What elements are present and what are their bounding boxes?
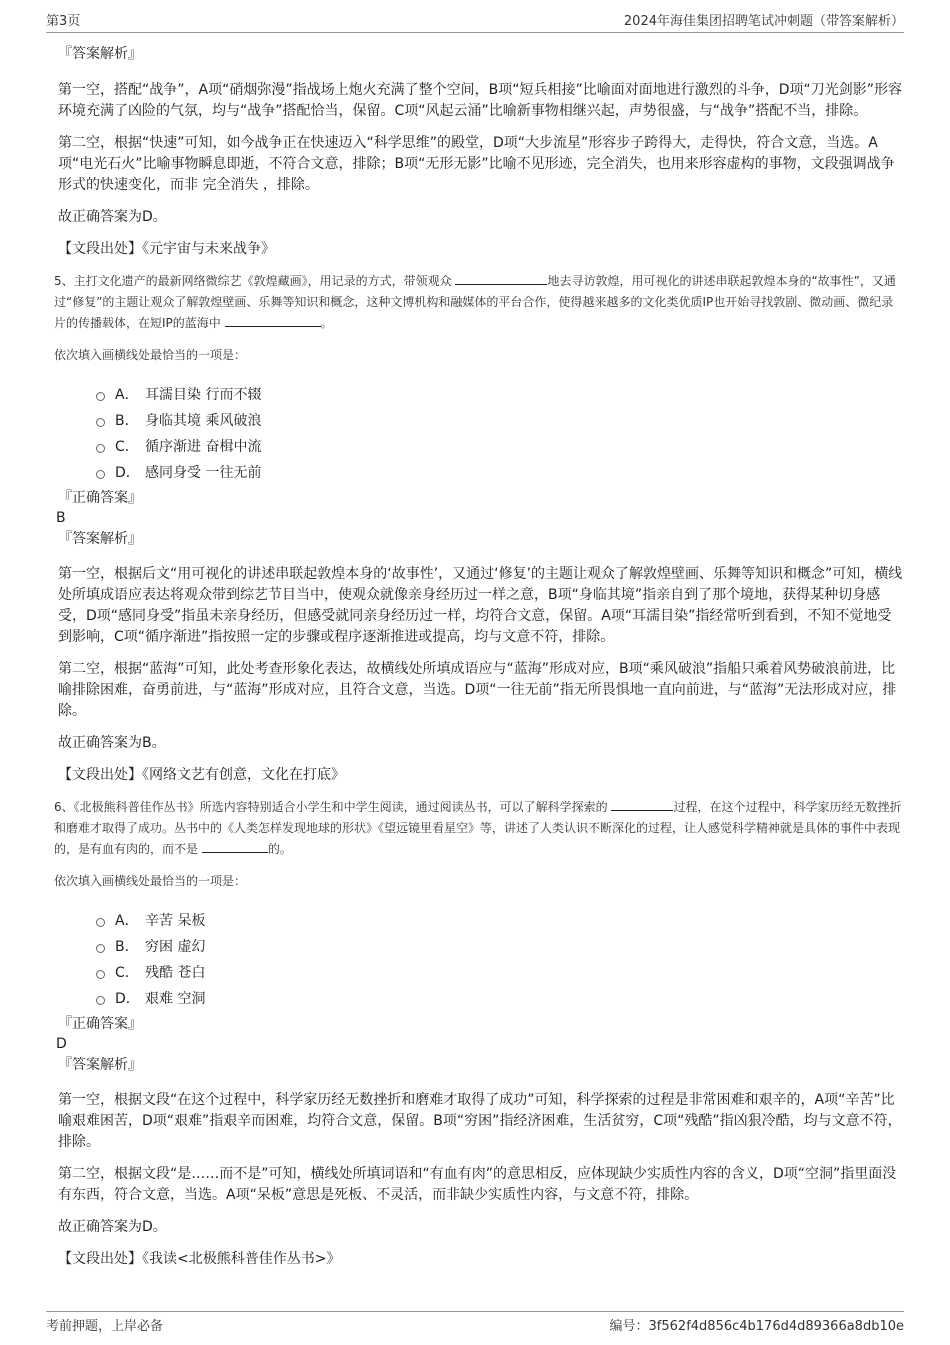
q6-options (58, 908, 904, 1012)
q6-analysis-p1: 第一空，根据文段“在这个过程中，科学家历经无数挫折和磨难才取得了成功”可知，科学探索的过程是非常困难和艰辛的，A项“辛苦”比喻艰难困苦，D项“艰难”指艰辛而困难，均符合文意，保留。B项“穷困”指经济困难，生活贫穷，C项“残酷”指凶狠冷酷，均与文意不符，排除。 (58, 1092, 902, 1150)
q5-analysis-label: 『答案解析』 (58, 531, 142, 547)
q5-blank-2 (225, 314, 321, 327)
page-footer (46, 1311, 904, 1336)
q6-analysis-label: 『答案解析』 (58, 1057, 142, 1073)
q5-correct-label: 『正确答案』 (58, 490, 142, 506)
q4-analysis-p2: 第二空，根据“快速”可知，如今战争正在快速迈入“科学思维”的殿堂，D项“大步流星”形容步子跨得大，走得快，符合文意，当选。A项“电光石火”比喻事物瞬息即逝，不符合文意，排除；B项“无形无影”比喻不见形迹，完全消失，也用来形容虚构的事物，文段强调战争形式的快速变化，而非 完全消失 ，排除。 (58, 135, 895, 193)
q5-conclusion: 故正确答案为B。 (58, 735, 166, 751)
q6-blank-1 (611, 798, 673, 811)
radio-icon[interactable] (96, 470, 105, 479)
radio-icon[interactable] (96, 444, 105, 453)
q5-stem: 5、主打文化遗产的最新网络微综艺《敦煌藏画》，用记录的方式，带领观众 地去寻访敦煌，用可视化的讲述串联起敦煌本身的“故事性”，又通过“修复”的主题让观众了解敦煌壁画、乐舞等知识和概念，这种文博机构和融媒体的平台合作，使得越来越多的文化类优质IP也开始寻找敦剧、微动画、微纪录片的传播载体，在短IP的蓝海中 。 (54, 274, 896, 330)
q6-conclusion: 故正确答案为D。 (58, 1219, 167, 1235)
q6-option-c[interactable]: C． 残酷 苍白 (96, 960, 904, 986)
radio-icon[interactable] (96, 944, 105, 953)
q4-analysis-label: 『答案解析』 (58, 46, 142, 62)
q5-analysis-p1: 第一空，根据后文“用可视化的讲述串联起敦煌本身的‘故事性’，又通过‘修复’的主题让观众了解敦煌壁画、乐舞等知识和概念”可知，横线处所填成语应表达将观众带到综艺节目当中，使观众就像亲身经历过一样之意，B项“身临其境”指亲自到了那个境地，获得某种切身感受，D项“感同身受”指虽未亲身经历，但感受就同亲身经历过一样，均符合文意，保留。A项“耳濡目染”指经常听到看到，不知不觉地受到影响，C项“循序渐进”指按照一定的步骤或程序逐渐推进或提高，均与文意不符，排除。 (58, 566, 903, 645)
q6-analysis-p2: 第二空，根据文段“是……而不是”可知，横线处所填词语和“有血有肉”的意思相反，应体现缺少实质性内容的含义，D项“空洞”指里面没有东西，符合文意，当选。A项“呆板”意思是死板、不灵活，而非缺少实质性内容，与文意不符，排除。 (58, 1166, 897, 1203)
q4-conclusion: 故正确答案为D。 (58, 209, 167, 225)
q6-prompt: 依次填入画横线处最恰当的一项是： (54, 874, 247, 888)
q6-stem: 6、《北极熊科普佳作丛书》所选内容特别适合小学生和中学生阅读，通过阅读丛书，可以了解科学探索的 过程，在这个过程中，科学家历经无数挫折和磨难才取得了成功。丛书中的《人类怎样发现地球的形状》《望远镜里看星空》等，讲述了人类认识不断深化的过程，让人感觉科学精神就是具体的事件中表现的，是有血有肉的，而不是 的。 (54, 800, 902, 856)
document-id: 编号：3f562f4d856c4b176d4d89366a8db10e (609, 1318, 904, 1334)
page-content (54, 44, 904, 1270)
q5-option-d[interactable]: D． 感同身受 一往无前 (96, 460, 904, 486)
radio-icon[interactable] (96, 970, 105, 979)
q5-analysis-p2: 第二空，根据“蓝海”可知，此处考查形象化表达，故横线处所填成语应与“蓝海”形成对应，B项“乘风破浪”指船只乘着风势破浪前进，比喻排除困难，奋勇前进，与“蓝海”形成对应，且符合文意，当选。D项“一往无前”指无所畏惧地一直向前进，与“蓝海”无法形成对应，排除。 (58, 661, 897, 719)
q5-option-c[interactable]: C． 循序渐进 奋楫中流 (96, 434, 904, 460)
q6-correct-answer: D (56, 1036, 67, 1052)
q5-options (58, 382, 904, 486)
radio-icon[interactable] (96, 392, 105, 401)
page-header (46, 10, 904, 33)
q5-correct-answer: B (56, 510, 66, 526)
q6-option-d[interactable]: D． 艰难 空洞 (96, 986, 904, 1012)
q5-prompt: 依次填入画横线处最恰当的一项是： (54, 348, 247, 362)
q6-source: 【文段出处】《我读<北极熊科普佳作丛书>》 (58, 1251, 341, 1267)
q5-option-b[interactable]: B． 身临其境 乘风破浪 (96, 408, 904, 434)
footer-slogan: 考前押题，上岸必备 (46, 1318, 164, 1334)
q6-option-a[interactable]: A． 辛苦 呆板 (96, 908, 904, 934)
radio-icon[interactable] (96, 996, 105, 1005)
q6-blank-2 (202, 840, 268, 853)
q4-analysis-p1: 第一空，搭配“战争”，A项“硝烟弥漫”指战场上炮火充满了整个空间，B项“短兵相接”比喻面对面地进行激烈的斗争，D项“刀光剑影”形容环境充满了凶险的气氛，均与“战争”搭配恰当，保留。C项“风起云涌”比喻新事物相继兴起，声势很盛，与“战争”搭配不当，排除。 (58, 82, 902, 119)
q6-option-b[interactable]: B． 穷困 虚幻 (96, 934, 904, 960)
q5-option-a[interactable]: A． 耳濡目染 行而不辍 (96, 382, 904, 408)
radio-icon[interactable] (96, 918, 105, 927)
q4-source: 【文段出处】《元宇宙与未来战争》 (58, 241, 275, 257)
radio-icon[interactable] (96, 418, 105, 427)
q5-source: 【文段出处】《网络文艺有创意，文化在打底》 (58, 767, 345, 783)
document-title: 2024年海佳集团招聘笔试冲刺题（带答案解析） (623, 14, 904, 29)
q5-blank-1 (455, 272, 547, 285)
q6-correct-label: 『正确答案』 (58, 1016, 142, 1032)
page-number: 第3页 (46, 14, 81, 29)
